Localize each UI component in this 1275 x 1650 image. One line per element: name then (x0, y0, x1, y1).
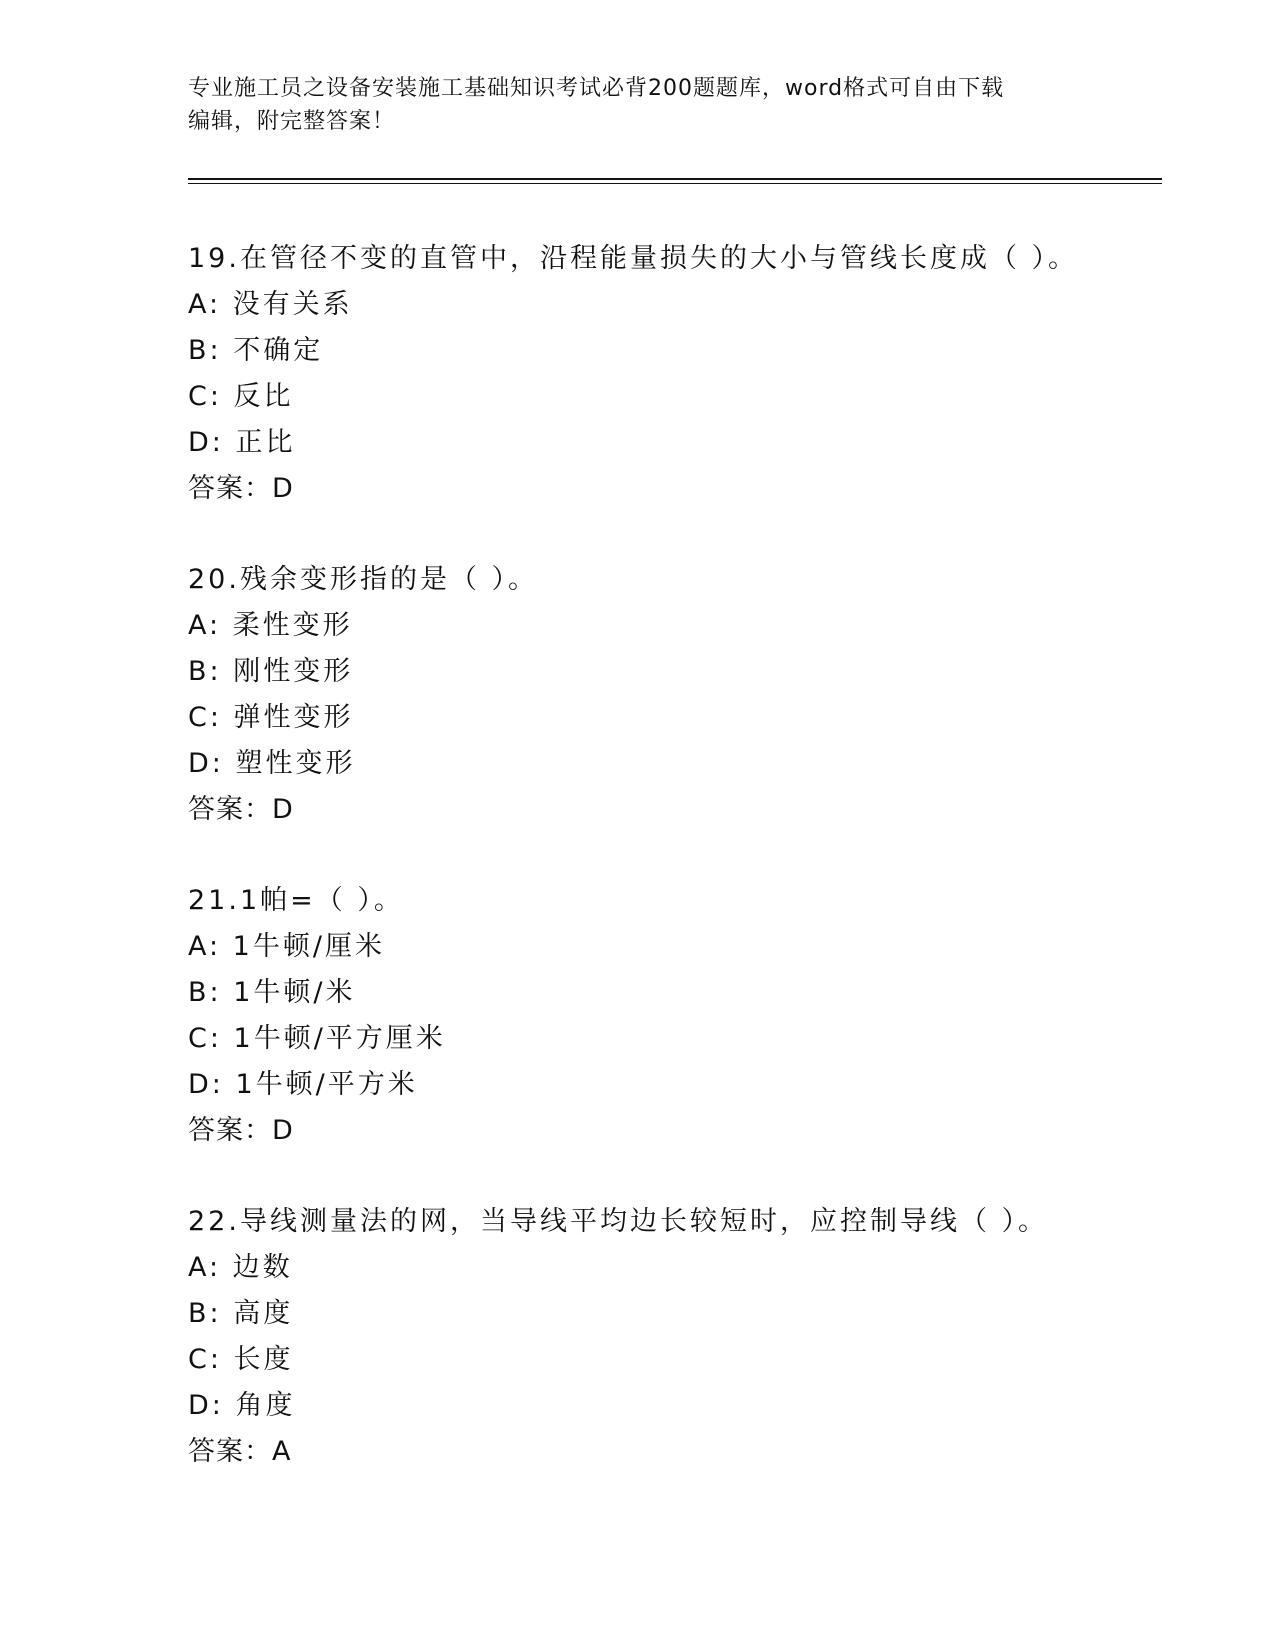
question-stem: 19.在管径不变的直管中，沿程能量损失的大小与管线长度成（ ）。 (188, 243, 1079, 274)
option-b: B: 1牛顿/米 (188, 977, 356, 1008)
question-stem: 22.导线测量法的网，当导线平均边长较短时，应控制导线（ ）。 (188, 1206, 1049, 1237)
question-22 (188, 1199, 1168, 1475)
question-19 (188, 236, 1168, 512)
answer-label: 答案：A (188, 1436, 292, 1467)
option-a: A: 1牛顿/厘米 (188, 931, 385, 962)
option-b: B: 高度 (188, 1298, 294, 1329)
option-d: D: 1牛顿/平方米 (188, 1069, 418, 1100)
option-c: C: 长度 (188, 1344, 294, 1375)
option-d: D: 正比 (188, 427, 296, 458)
option-a: A: 没有关系 (188, 289, 353, 320)
answer-label: 答案：D (188, 473, 294, 504)
option-a: A: 柔性变形 (188, 610, 353, 641)
answer-label: 答案：D (188, 794, 294, 825)
option-c: C: 反比 (188, 381, 294, 412)
option-d: D: 角度 (188, 1390, 296, 1421)
header-line-2: 编辑，附完整答案！ (188, 109, 396, 134)
answer-label: 答案：D (188, 1115, 294, 1146)
option-d: D: 塑性变形 (188, 748, 356, 779)
option-c: C: 1牛顿/平方厘米 (188, 1023, 446, 1054)
option-b: B: 不确定 (188, 335, 324, 366)
header-line-1: 专业施工员之设备安装施工基础知识考试必背200题题库，word格式可自由下载 (188, 76, 1005, 101)
document-header (188, 72, 1068, 138)
question-stem: 21.1帕=（ ）。 (188, 885, 404, 916)
question-21 (188, 878, 1168, 1154)
option-c: C: 弹性变形 (188, 702, 354, 733)
option-b: B: 刚性变形 (188, 656, 354, 687)
question-stem: 20.残余变形指的是（ ）。 (188, 564, 539, 595)
question-20 (188, 557, 1168, 833)
option-a: A: 边数 (188, 1252, 293, 1283)
header-divider (188, 178, 1162, 184)
